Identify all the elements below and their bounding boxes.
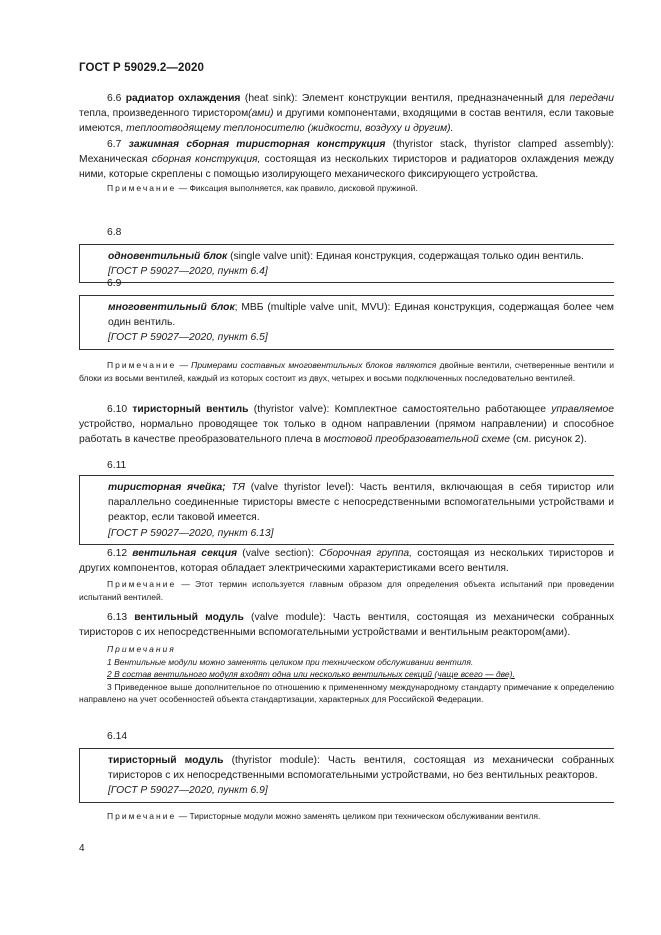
notes-label: Примечания xyxy=(107,644,176,654)
definition-text: состоящая из нескольких тиристоров и других компонентов, которая обладает электрическими характеристиками всего вентиля. xyxy=(79,548,614,575)
definition-italic: Сборочная группа, xyxy=(319,548,413,559)
term: вентильная секция xyxy=(132,548,238,559)
definition-text xyxy=(80,753,614,783)
page-number: 4 xyxy=(79,843,85,854)
note-item-1: 1 Вентильные модули можно заменять целиком при техническом обслуживании вентиля. xyxy=(107,656,474,667)
clause-6-12 xyxy=(79,546,614,576)
note-text: — Этот термин используется главным образом для определения объекта испытаний при проведении испытаний вентилей. xyxy=(79,579,614,602)
definition-text: (см. рисунок 2). xyxy=(512,434,587,446)
clause-6-6 xyxy=(79,91,614,137)
term: тиристорный модуль xyxy=(108,755,224,766)
borrowed-definition-box xyxy=(79,475,614,545)
document-header: ГОСТ Р 59029.2—2020 xyxy=(79,62,204,74)
clause-number: 6.8 xyxy=(107,227,122,238)
abbreviation: ТЯ xyxy=(231,482,245,493)
definition-text: (thyristor valve): Комплектное самостоятельно работающее xyxy=(253,404,546,415)
definition-body: (single valve unit): Единая конструкция, содержащая только один вентиль. xyxy=(230,251,584,262)
source-reference: [ГОСТ Р 59027—2020, пункт 6.5] xyxy=(108,332,268,344)
clause-number: 6.10 xyxy=(107,404,128,415)
clause-number: 6.12 xyxy=(107,548,128,559)
borrowed-definition-box xyxy=(79,244,614,283)
note-text: — Тиристорные модули можно заменять целиком при техническом обслуживании вентиля. xyxy=(178,811,541,821)
note-item-2: 2 В состав вентильного модуля входят одна или несколько вентильных секций (чаще всего — две). xyxy=(107,669,515,680)
borrowed-definition-box xyxy=(79,748,614,803)
note-text: — Фиксация выполняется, как правило, дисковой пружиной. xyxy=(178,183,418,193)
note-label: Примечание xyxy=(107,360,177,370)
clause-6-13 xyxy=(79,610,614,640)
term: тиристорный вентиль xyxy=(132,404,249,415)
source-reference: [ГОСТ Р 59027—2020, пункт 6.13] xyxy=(108,527,274,539)
definition-text xyxy=(80,300,614,330)
clause-number: 6.9 xyxy=(107,278,122,289)
source-reference: [ГОСТ Р 59027—2020, пункт 6.9] xyxy=(108,785,268,797)
definition-text: (heat sink): Элемент конструкции вентиля, предназначенный для xyxy=(244,93,566,104)
definition-italic: (ами) xyxy=(248,108,274,120)
note-6-7 xyxy=(79,182,614,195)
term: вентильный модуль xyxy=(134,612,244,623)
definition-text xyxy=(80,249,614,264)
clause-number: 6.13 xyxy=(107,612,128,623)
note-6-9 xyxy=(79,359,614,384)
note-label: Примечание xyxy=(107,183,177,193)
clause-number: 6.11 xyxy=(107,460,127,471)
term: многовентильный блок xyxy=(108,302,235,313)
definition-text xyxy=(80,480,614,526)
note-label: Примечание xyxy=(107,579,177,589)
definition-text: устройство, нормально проводящее ток только в одном направлении (прямом направлении) и способное работать в качестве преобразовательного плеча в xyxy=(79,419,614,446)
definition-italic: передачи xyxy=(569,93,614,104)
definition-body: (valve thyristor level): Часть вентиля, включающая в себя тиристор или параллельно соединенные тиристоры вместе с непосредственными вспомогательными устройствами и реактор, если таковой имеется. xyxy=(108,482,614,524)
borrowed-definition-box xyxy=(79,295,614,350)
definition-text: тепла, произведенного тиристором xyxy=(79,108,249,120)
definition-italic: мостовой преобразовательной схеме xyxy=(323,434,510,446)
note-dash: — xyxy=(179,360,188,370)
notes-6-13 xyxy=(79,643,614,706)
term: радиатор охлаждения xyxy=(125,93,241,104)
definition-body: ; МВБ (multiple valve unit, MVU): Единая конструкция, содержащая более чем один вентиль. xyxy=(108,302,614,329)
note-text: двойные вентили, счетверенные вентили и блоки из восьми вентилей, каждый из которых состоит из двух, четырех и восьми подключенных последовательно вентилей. xyxy=(79,360,614,383)
term: тиристорная ячейка; xyxy=(108,482,226,493)
definition-text: (valve module): Часть вентиля, состоящая из механически собранных тиристоров с их непосредственными вспомогательными устройствами и вентильным реактором(ами). xyxy=(79,612,614,639)
definition-body: (thyristor module): Часть вентиля, состоящая из механически собранных тиристоров с их непосредственными вспомогательными устройствами, но без вентильных реакторов. xyxy=(108,755,614,782)
source-reference: [ГОСТ Р 59027—2020, пункт 6.4] xyxy=(108,266,268,278)
term: одновентильный блок xyxy=(108,251,228,262)
note-6-12 xyxy=(79,578,614,603)
clause-number: 6.7 xyxy=(107,139,122,150)
definition-text: (valve section): xyxy=(242,548,314,559)
definition-text: и другими компонентами, входящими в состав вентиля, если таковые имеются, xyxy=(79,108,614,135)
term: зажимная сборная тиристорная конструкция xyxy=(128,139,386,150)
note-italic: Примерами составных многовентильных блоков являются xyxy=(191,360,437,370)
note-item-3: 3 Приведенное выше дополнительное по отношению к примененному международному стандарту примечание к определению направлено на учет особенностей объекта стандартизации, характерных для Российской Федерации. xyxy=(79,681,614,705)
clause-6-10 xyxy=(79,402,614,448)
definition-text: состоящая из нескольких тиристоров и радиаторов охлаждения между ними, которые скреплены с помощью изолирующего механического фиксирующего устройства. xyxy=(79,154,614,181)
definition-italic: сборная конструкция, xyxy=(151,154,261,166)
clause-number: 6.6 xyxy=(107,93,122,104)
definition-text: (thyristor stack, thyristor clamped assembly): Механическая xyxy=(79,139,614,166)
note-label: Примечание xyxy=(107,811,177,821)
clause-6-7 xyxy=(79,137,614,183)
note-6-14 xyxy=(79,810,614,823)
definition-italic: управляемое xyxy=(551,404,614,415)
definition-italic: теплоотводящему теплоносителю (жидкости, воздуху и другим). xyxy=(126,123,454,135)
clause-number: 6.14 xyxy=(107,731,128,742)
